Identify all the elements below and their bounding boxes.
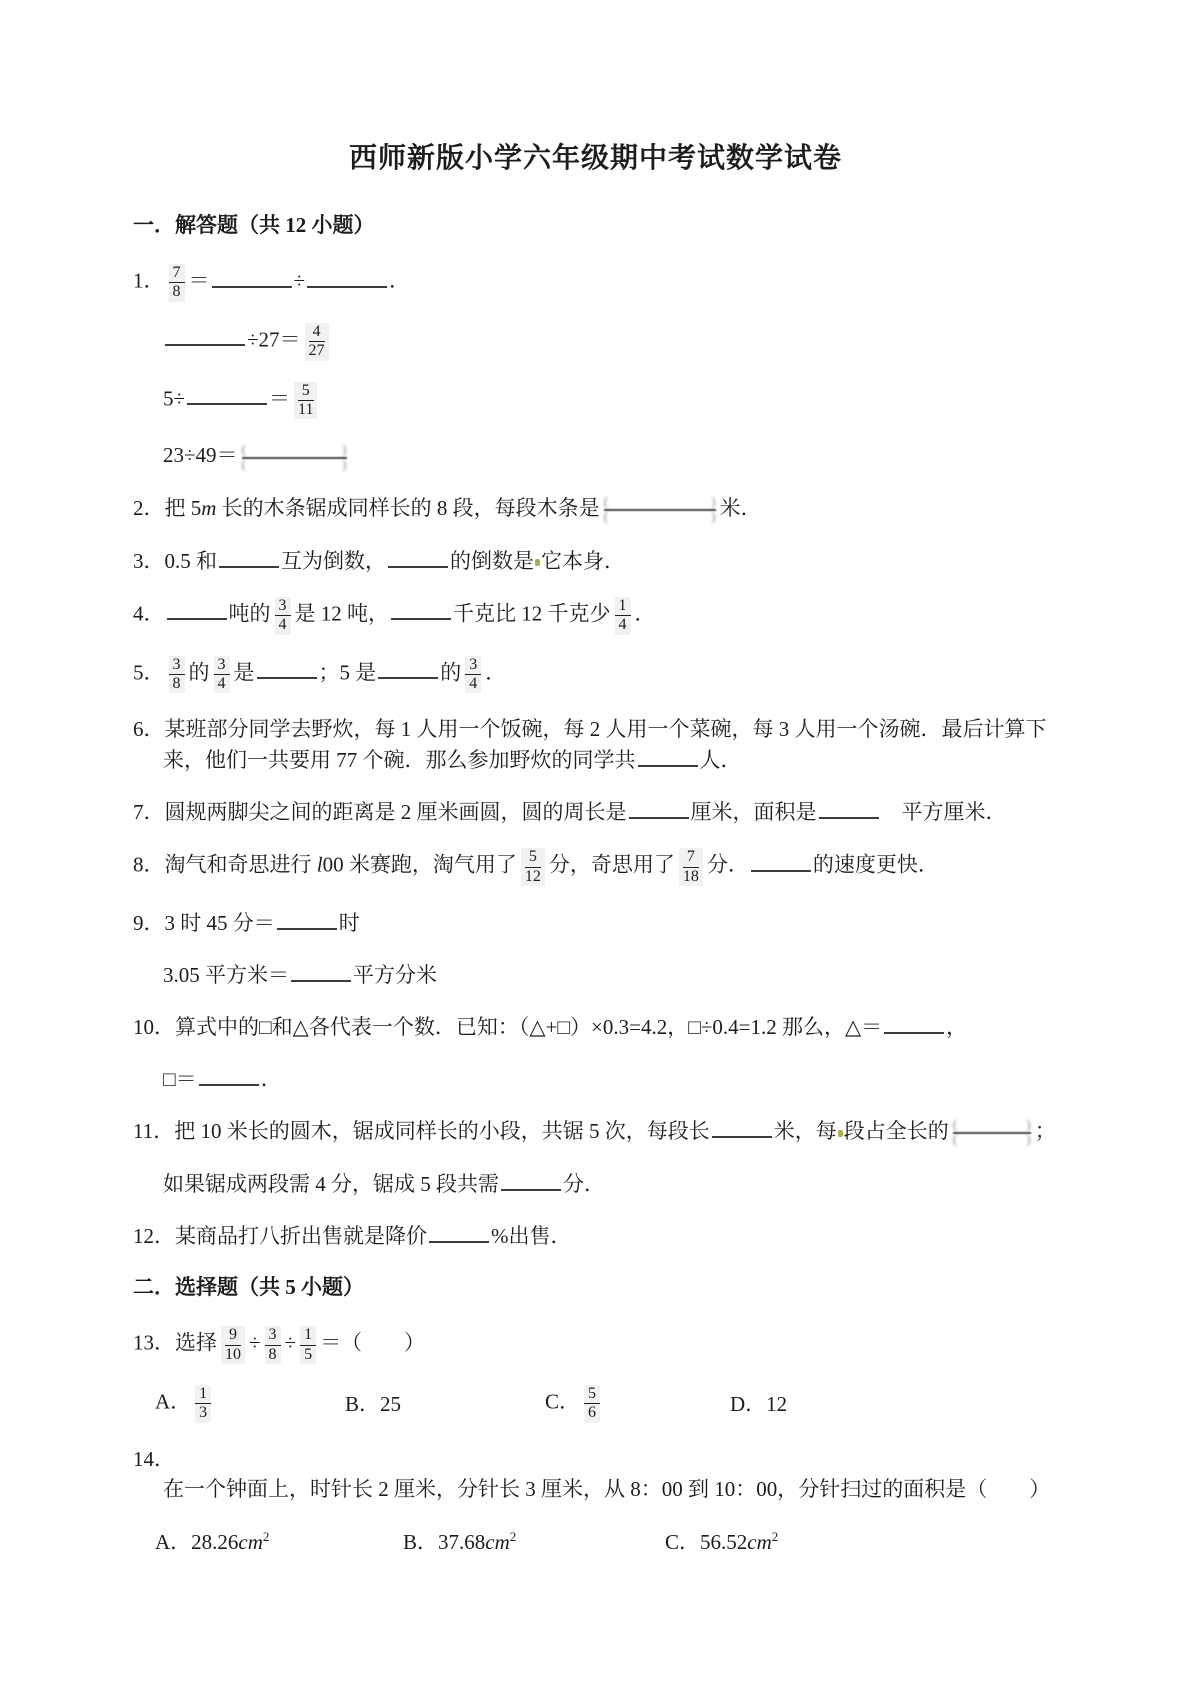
fraction [275,597,291,635]
fraction-numerator: 5 [584,1385,600,1404]
answer-blank [751,849,811,872]
question-number: 5． [133,660,165,685]
text-run: 人． [699,748,742,773]
text-run: C．56.52 [665,1530,748,1554]
text-run: %出售． [491,1224,572,1249]
answer-blank [629,796,689,819]
question-line [133,907,1058,938]
fraction-numerator: 3 [275,597,291,616]
question-number: 7． [133,800,165,825]
fraction-blank-denominator: ( ) [241,457,347,473]
text-run: ． [389,268,411,293]
fraction-denominator: 11 [298,400,314,418]
text-run: 平方分米 [353,963,437,988]
text-run: 的 [440,660,462,685]
text-run-italic: cm [747,1530,772,1554]
text-run: A． [155,1389,192,1414]
text-run: 某商品打八折出售就是降价 [175,1224,427,1249]
answer-blank [165,323,245,346]
answer-blank [501,1168,561,1191]
question-number: 8． [133,852,165,877]
fraction-numerator: 3 [214,656,230,675]
fraction-numerator: 1 [195,1385,211,1404]
question-line [133,714,1058,775]
question-line [133,656,1058,694]
fraction-denominator: 4 [278,616,287,634]
fraction-blank [242,444,347,472]
option-cell [403,1527,665,1557]
text-run-italic: cm [238,1530,263,1554]
option-cell [665,1527,778,1557]
answer-blank [884,1011,944,1034]
fraction-denominator: 18 [682,867,699,885]
text-run: 的 [188,660,210,685]
fraction [584,1385,600,1423]
text-run: ＝ [269,386,291,411]
text-run: ÷ [293,268,306,293]
fraction [265,1326,281,1364]
question-line [133,1011,1058,1042]
fraction-blank-denominator: ( ) [603,509,716,525]
answer-blank [429,1220,489,1243]
question-line [133,848,1058,886]
fraction-numerator: 3 [465,656,481,675]
answer-blank [167,597,227,620]
fraction-denominator: 10 [225,1345,241,1363]
question-line [133,1525,1058,1557]
text-run-italic: cm [485,1530,510,1554]
text-run: 千克比 12 千克少 [453,601,611,626]
text-run: 00 米赛跑，淘气用了 [322,852,517,877]
scan-artifact-dot [838,1130,843,1137]
question-line [133,493,1058,524]
answer-blank [212,265,292,288]
question-line [133,1168,1058,1199]
answer-blank [291,959,351,982]
fraction-denominator: 4 [469,674,478,692]
text-run-italic: l [316,852,323,877]
option-cell [345,1389,545,1419]
question-number: 11． [133,1119,175,1144]
question-line [133,1063,1058,1094]
fraction [169,656,185,694]
text-run: 3.05 平方米＝ [163,963,289,988]
question-line [133,323,1058,361]
fraction [221,1326,245,1364]
question-line [133,440,1058,471]
fraction-denominator: 12 [524,867,541,885]
fraction [294,382,317,420]
text-run: ＝（ ） [320,1330,426,1355]
question-line [133,597,1058,635]
text-run: 分． [706,852,749,877]
text-run: 它本身． [541,548,625,573]
text-run: ÷ [284,1330,297,1355]
text-run: 长的木条锯成同样长的 8 段，每段木条是 [216,495,600,520]
fraction-blank-numerator: ( ) [952,1118,1031,1134]
text-run: ÷27＝ [247,327,301,352]
text-run: 在一个钟面上，时针长 2 厘米，分针长 3 厘米，从 8：00 到 10：00，分针扫过的面积是（ ） [163,1476,1051,1501]
answer-blank [307,265,387,288]
fraction-numerator: 1 [300,1326,316,1345]
text-run: ， [946,1015,968,1040]
text-run: 23÷49＝ [163,443,238,468]
question-line [133,545,1058,576]
fraction-blank-numerator: ( ) [603,494,716,510]
text-run: B．37.68 [403,1530,486,1554]
fraction-denominator: 6 [588,1404,597,1422]
question-line [133,264,1058,302]
answer-blank [819,796,879,819]
question-line [133,1115,1058,1147]
option-cell [155,1385,345,1423]
answer-blank [187,382,267,405]
answer-blank [712,1115,772,1138]
fraction-blank-numerator: ( ) [241,442,347,458]
option-cell [730,1389,787,1419]
fraction-blank [953,1119,1031,1147]
fraction-numerator: 3 [265,1326,281,1345]
fraction-denominator: 8 [268,1345,277,1363]
text-run: C． [545,1389,581,1414]
question-line [133,796,1058,827]
fraction-numerator: 3 [169,656,185,675]
text-run: ÷ [249,1330,261,1355]
superscript: 2 [771,1529,779,1544]
answer-blank [378,656,438,679]
option-cell [155,1527,403,1557]
answer-blank [638,744,698,767]
text-run: 0.5 和 [164,548,217,573]
text-run: 分，奇思用了 [548,852,675,877]
fraction-numerator: 1 [615,597,631,616]
text-run: 厘米，面积是 [690,800,817,825]
fraction-blank-denominator: ( ) [952,1133,1031,1149]
text-run: 把 10 米长的圆木，锯成同样长的小段，共锯 5 次，每段长 [174,1119,710,1144]
text-run: D．12 [730,1391,788,1416]
text-run: 段占全长的 [843,1119,949,1144]
fraction [305,323,329,361]
text-run: □＝ [163,1067,197,1092]
text-run: 淘气和奇思进行 [164,852,317,877]
text-run: A．28.26 [155,1530,239,1554]
fraction-denominator: 3 [199,1404,208,1422]
scan-artifact-dot [535,559,540,566]
superscript: 2 [262,1529,270,1544]
text-run: 米． [719,495,762,520]
fraction [214,656,230,694]
question-line [133,382,1058,420]
question-line [133,1385,1058,1423]
text-run: ； [1034,1119,1056,1144]
section-heading: 一．解答题（共 12 小题） [133,213,375,237]
text-run: 是 [233,660,255,685]
text-run: ． [634,601,656,626]
text-run: 米，每 [773,1119,837,1144]
text-run: ． [485,660,507,685]
question-number: 14． [133,1446,175,1471]
text-run-italic: m [201,495,217,520]
question-line [133,1326,1058,1364]
doc-body [133,210,1058,1557]
question-number: 2． [133,495,165,520]
text-run: 分． [563,1172,605,1197]
text-run: 选择 [175,1330,217,1355]
question-number: 9． [133,911,165,936]
fraction [615,597,631,635]
fraction [521,848,545,886]
fraction-numerator: 5 [298,382,314,401]
text-run: 互为倒数， [281,548,386,573]
answer-blank [391,597,451,620]
question-number: 3． [133,548,165,573]
question-number: 13． [133,1330,175,1355]
answer-blank [219,545,279,568]
fraction-numerator: 4 [309,323,325,342]
text-run: ＝ [188,268,210,293]
answer-blank [257,656,317,679]
text-run: B．25 [345,1391,402,1416]
answer-blank [388,545,448,568]
fraction-denominator: 5 [304,1345,313,1363]
text-run: 的速度更快． [812,852,939,877]
fraction [679,848,703,886]
fraction-numerator: 7 [169,264,185,283]
fraction-denominator: 4 [618,616,627,634]
superscript: 2 [509,1529,517,1544]
text-run: 3 时 45 分＝ [164,911,275,936]
text-run: 平方厘米． [880,800,1007,825]
question-line [133,1220,1058,1251]
fraction [465,656,481,694]
text-run: ；5 是 [318,660,377,685]
fraction-numerator: 9 [225,1326,241,1345]
answer-blank [277,907,337,930]
question-number: 10． [133,1015,175,1040]
question-line [133,959,1058,990]
fraction-denominator: 27 [308,342,325,360]
question-line [133,1444,1058,1504]
text-run: ． [260,1067,282,1092]
text-run: 是 12 吨， [294,601,389,626]
answer-blank [199,1063,259,1086]
fraction [169,264,185,302]
question-number: 12． [133,1224,175,1249]
text-run: 圆规两脚尖之间的距离是 2 厘米画圆，圆的周长是 [164,800,627,825]
fraction-numerator: 5 [525,848,541,867]
option-cell [545,1385,730,1423]
fraction-denominator: 4 [217,674,226,692]
question-number: 1． [133,268,165,293]
text-run: 吨的 [228,601,271,626]
question-number: 6． [133,717,165,742]
question-number: 4． [133,601,165,626]
text-run: 某班部分同学去野炊，每 1 人用一个饭碗，每 2 人用一个菜碗，每 3 人用一个汤碗．最后计算下来，他们一共要用 77 个碗．那么参加野炊的同学共 [163,717,1047,773]
fraction-denominator: 8 [172,283,181,301]
section-heading: 二．选择题（共 5 小题） [133,1275,364,1300]
text-run: 时 [338,911,360,936]
doc-title: 西师新版小学六年级期中考试数学试卷 [348,143,842,174]
fraction-denominator: 8 [172,674,181,692]
fraction-numerator: 7 [683,848,699,867]
text-run: 5÷ [163,386,186,411]
text-run: 把 5 [164,495,202,520]
fraction-blank [604,496,716,524]
fraction [300,1326,316,1364]
text-run: 的倒数是 [450,548,534,573]
text-run: 算式中的□和△各代表一个数．已知：（△+□）×0.3=4.2，□÷0.4=1.2 那么，△＝ [175,1015,883,1040]
text-run: 如果锯成两段需 4 分，锯成 5 段共需 [163,1172,499,1197]
fraction [195,1385,211,1423]
